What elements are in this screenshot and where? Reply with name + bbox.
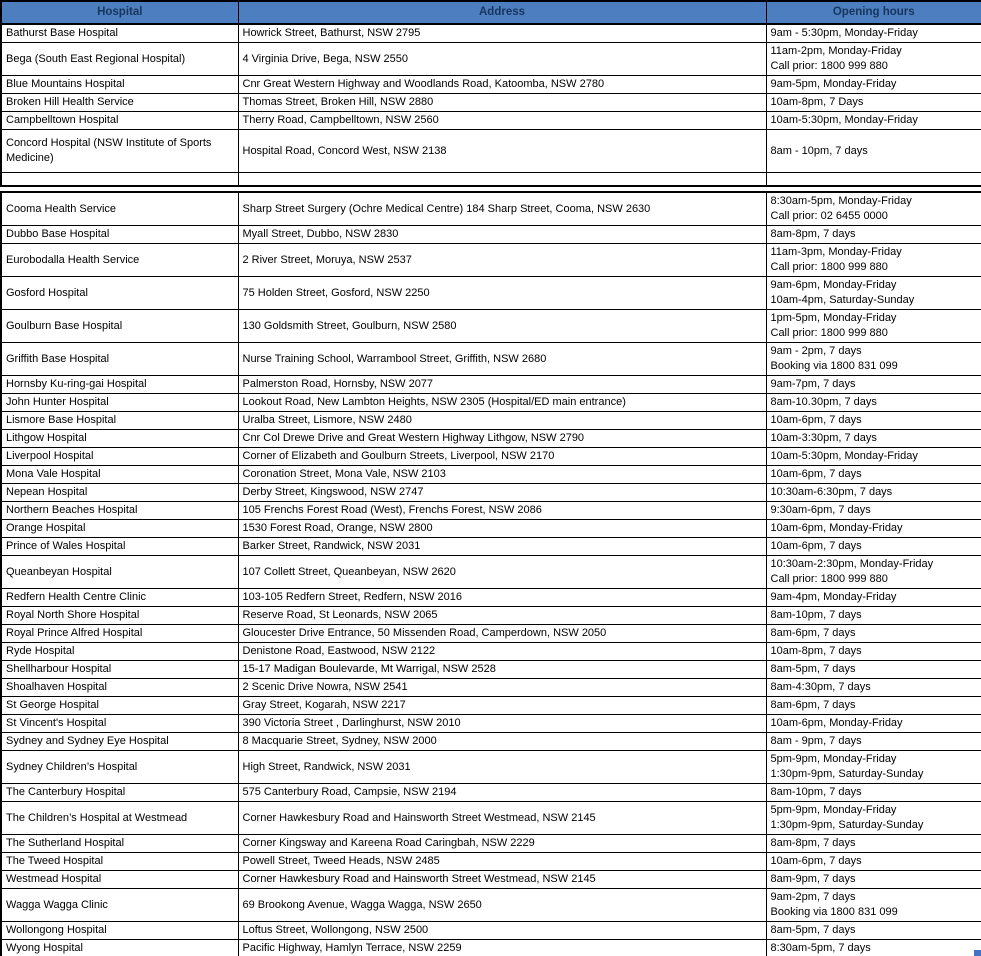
table-row	[1, 922, 981, 940]
cell-hospital: John Hunter Hospital	[1, 394, 238, 412]
cell-opening-hours	[766, 889, 981, 922]
cell-address: Gloucester Drive Entrance, 50 Missenden Road, Camperdown, NSW 2050	[238, 625, 766, 643]
table-row	[1, 43, 981, 76]
cell-address: Corner Hawkesbury Road and Hainsworth Street Westmead, NSW 2145	[238, 802, 766, 835]
cell-opening-hours	[766, 679, 981, 697]
hours-line: 9am-4pm, Monday-Friday	[770, 591, 897, 603]
cell-hospital	[1, 173, 238, 187]
cell-address: Reserve Road, St Leonards, NSW 2065	[238, 607, 766, 625]
table-row	[1, 697, 981, 715]
table-row	[1, 589, 981, 607]
cell-address: Therry Road, Campbelltown, NSW 2560	[238, 112, 766, 130]
hours-line: 1:30pm-9pm, Saturday-Sunday	[770, 768, 924, 780]
column-header-opening-hours: Opening hours	[766, 1, 981, 24]
cell-address: Lookout Road, New Lambton Heights, NSW 2305 (Hospital/ED main entrance)	[238, 394, 766, 412]
table-row	[1, 76, 981, 94]
cell-opening-hours	[766, 112, 981, 130]
hours-line: 8:30am-5pm, 7 days	[770, 942, 871, 954]
table-row	[1, 376, 981, 394]
hours-line: 8am - 10pm, 7 days	[770, 144, 868, 157]
table-row	[1, 751, 981, 784]
hours-line: 10am-6pm, Monday-Friday	[770, 522, 903, 534]
cell-hospital: Dubbo Base Hospital	[1, 226, 238, 244]
table-row	[1, 940, 981, 956]
table-row	[1, 226, 981, 244]
table-row	[1, 310, 981, 343]
table-row	[1, 802, 981, 835]
hospital-table-section-1	[0, 0, 981, 187]
table-row	[1, 277, 981, 310]
hours-line: Call prior: 1800 999 880	[770, 60, 888, 72]
cell-opening-hours	[766, 661, 981, 679]
cell-address	[238, 173, 766, 187]
cell-address: 15-17 Madigan Boulevarde, Mt Warrigal, NSW 2528	[238, 661, 766, 679]
hours-line: 10am-5:30pm, Monday-Friday	[770, 114, 918, 126]
hours-line: 10am-8pm, 7 Days	[770, 96, 864, 108]
cell-address: Thomas Street, Broken Hill, NSW 2880	[238, 94, 766, 112]
table-row	[1, 835, 981, 853]
hours-line: 10am-4pm, Saturday-Sunday	[770, 294, 915, 306]
cell-address: 390 Victoria Street , Darlinghurst, NSW 2010	[238, 715, 766, 733]
cell-opening-hours	[766, 130, 981, 173]
cell-address: Barker Street, Randwick, NSW 2031	[238, 538, 766, 556]
hours-line: 8am-5pm, 7 days	[770, 924, 856, 936]
cell-hospital: Orange Hospital	[1, 520, 238, 538]
hours-line: 10am-6pm, Monday-Friday	[770, 717, 903, 729]
cell-hospital: Lithgow Hospital	[1, 430, 238, 448]
hours-line: 8am - 9pm, 7 days	[770, 735, 862, 747]
cell-address: Myall Street, Dubbo, NSW 2830	[238, 226, 766, 244]
cell-address: Sharp Street Surgery (Ochre Medical Centre) 184 Sharp Street, Cooma, NSW 2630	[238, 192, 766, 226]
cell-address: Coronation Street, Mona Vale, NSW 2103	[238, 466, 766, 484]
cell-opening-hours	[766, 412, 981, 430]
hours-line: 8am-8pm, 7 days	[770, 228, 856, 240]
cell-hospital: Gosford Hospital	[1, 277, 238, 310]
cell-opening-hours	[766, 733, 981, 751]
cell-hospital: The Children’s Hospital at Westmead	[1, 802, 238, 835]
cell-hospital: Shellharbour Hospital	[1, 661, 238, 679]
table-row	[1, 112, 981, 130]
cell-opening-hours	[766, 922, 981, 940]
cell-opening-hours	[766, 751, 981, 784]
cell-opening-hours	[766, 173, 981, 187]
cell-opening-hours	[766, 715, 981, 733]
cell-opening-hours	[766, 784, 981, 802]
cell-opening-hours	[766, 430, 981, 448]
cell-hospital: Ryde Hospital	[1, 643, 238, 661]
hours-line: 9am-2pm, 7 days	[770, 891, 856, 903]
cell-hospital: Westmead Hospital	[1, 871, 238, 889]
hospital-table-section-2	[0, 191, 981, 956]
hours-line: 8am-6pm, 7 days	[770, 627, 856, 639]
cell-address: Gray Street, Kogarah, NSW 2217	[238, 697, 766, 715]
hours-line: 8am-6pm, 7 days	[770, 699, 856, 711]
hours-line: 9am - 2pm, 7 days	[770, 345, 862, 357]
hours-line: 11am-2pm, Monday-Friday	[770, 45, 902, 57]
cell-address: Cnr Great Western Highway and Woodlands Road, Katoomba, NSW 2780	[238, 76, 766, 94]
cell-opening-hours	[766, 343, 981, 376]
cell-address: Corner Hawkesbury Road and Hainsworth Street Westmead, NSW 2145	[238, 871, 766, 889]
cell-address: 8 Macquarie Street, Sydney, NSW 2000	[238, 733, 766, 751]
cell-opening-hours	[766, 940, 981, 956]
cell-hospital: Shoalhaven Hospital	[1, 679, 238, 697]
cell-opening-hours	[766, 376, 981, 394]
cell-opening-hours	[766, 484, 981, 502]
hours-line: 8am-8pm, 7 days	[770, 837, 856, 849]
hours-line: 8am-10pm, 7 days	[770, 609, 862, 621]
hours-line: 10am-3:30pm, 7 days	[770, 432, 877, 444]
table-row	[1, 643, 981, 661]
hours-line: 9am-7pm, 7 days	[770, 378, 856, 390]
cell-address: Corner of Elizabeth and Goulburn Streets, Liverpool, NSW 2170	[238, 448, 766, 466]
hours-line: Booking via 1800 831 099	[770, 906, 898, 918]
hours-line: 9am-5pm, Monday-Friday	[770, 78, 897, 90]
cell-opening-hours	[766, 226, 981, 244]
cell-opening-hours	[766, 502, 981, 520]
cell-address: Palmerston Road, Hornsby, NSW 2077	[238, 376, 766, 394]
table-row	[1, 448, 981, 466]
cell-opening-hours	[766, 538, 981, 556]
cell-hospital: Hornsby Ku-ring-gai Hospital	[1, 376, 238, 394]
table-row	[1, 412, 981, 430]
cell-address: 103-105 Redfern Street, Redfern, NSW 2016	[238, 589, 766, 607]
cell-address: 2 Scenic Drive Nowra, NSW 2541	[238, 679, 766, 697]
cell-hospital: Sydney and Sydney Eye Hospital	[1, 733, 238, 751]
cell-hospital: Northern Beaches Hospital	[1, 502, 238, 520]
cell-hospital: Liverpool Hospital	[1, 448, 238, 466]
hours-line: Call prior: 1800 999 880	[770, 573, 888, 585]
table-row	[1, 784, 981, 802]
table-row	[1, 343, 981, 376]
cell-hospital: Mona Vale Hospital	[1, 466, 238, 484]
cell-hospital: St Vincent's Hospital	[1, 715, 238, 733]
cell-hospital: Blue Mountains Hospital	[1, 76, 238, 94]
cell-opening-hours	[766, 625, 981, 643]
hours-line: 8am-10.30pm, 7 days	[770, 396, 877, 408]
hours-line: 10am-6pm, 7 days	[770, 414, 862, 426]
hours-line: 10:30am-2:30pm, Monday-Friday	[770, 558, 934, 570]
cell-hospital: Wollongong Hospital	[1, 922, 238, 940]
cell-address: Loftus Street, Wollongong, NSW 2500	[238, 922, 766, 940]
cell-hospital: Prince of Wales Hospital	[1, 538, 238, 556]
cell-hospital: Goulburn Base Hospital	[1, 310, 238, 343]
table-row	[1, 24, 981, 43]
cell-hospital: The Tweed Hospital	[1, 853, 238, 871]
cell-hospital: Queanbeyan Hospital	[1, 556, 238, 589]
cell-hospital: Royal Prince Alfred Hospital	[1, 625, 238, 643]
cell-hospital: Cooma Health Service	[1, 192, 238, 226]
cell-opening-hours	[766, 802, 981, 835]
hours-line: 8am-9pm, 7 days	[770, 873, 856, 885]
hours-line: 10am-6pm, 7 days	[770, 468, 862, 480]
table-row	[1, 889, 981, 922]
cell-hospital: Sydney Children’s Hospital	[1, 751, 238, 784]
cell-hospital: Nepean Hospital	[1, 484, 238, 502]
cell-address: 69 Brookong Avenue, Wagga Wagga, NSW 2650	[238, 889, 766, 922]
cell-opening-hours	[766, 394, 981, 412]
table-row	[1, 607, 981, 625]
cell-hospital: Griffith Base Hospital	[1, 343, 238, 376]
cell-opening-hours	[766, 244, 981, 277]
cell-opening-hours	[766, 835, 981, 853]
column-header-address: Address	[238, 1, 766, 24]
table-row	[1, 538, 981, 556]
table-row	[1, 484, 981, 502]
hours-line: Call prior: 1800 999 880	[770, 327, 888, 339]
table-row	[1, 430, 981, 448]
cell-address: 107 Collett Street, Queanbeyan, NSW 2620	[238, 556, 766, 589]
hours-line: 8am-5pm, 7 days	[770, 663, 856, 675]
table-row	[1, 130, 981, 173]
cell-opening-hours	[766, 466, 981, 484]
cell-hospital: Royal North Shore Hospital	[1, 607, 238, 625]
hours-line: 1:30pm-9pm, Saturday-Sunday	[770, 819, 924, 831]
table-row	[1, 556, 981, 589]
cell-hospital: Wyong Hospital	[1, 940, 238, 956]
cell-address: Derby Street, Kingswood, NSW 2747	[238, 484, 766, 502]
cursor-artifact	[974, 950, 981, 956]
cell-opening-hours	[766, 697, 981, 715]
column-header-hospital: Hospital	[1, 1, 238, 24]
cell-opening-hours	[766, 277, 981, 310]
hours-line: Booking via 1800 831 099	[770, 360, 898, 372]
table-row	[1, 871, 981, 889]
cell-opening-hours	[766, 556, 981, 589]
cell-opening-hours	[766, 43, 981, 76]
cell-address: Uralba Street, Lismore, NSW 2480	[238, 412, 766, 430]
table-row	[1, 715, 981, 733]
cell-address: 4 Virginia Drive, Bega, NSW 2550	[238, 43, 766, 76]
hours-line: 10:30am-6:30pm, 7 days	[770, 486, 893, 498]
cell-address: 75 Holden Street, Gosford, NSW 2250	[238, 277, 766, 310]
hours-line: 10am-6pm, 7 days	[770, 540, 862, 552]
cell-opening-hours	[766, 520, 981, 538]
cell-hospital: Broken Hill Health Service	[1, 94, 238, 112]
cell-opening-hours	[766, 192, 981, 226]
cell-opening-hours	[766, 871, 981, 889]
hours-line: 5pm-9pm, Monday-Friday	[770, 804, 897, 816]
hours-line: 8:30am-5pm, Monday-Friday	[770, 195, 912, 207]
empty-row	[1, 173, 981, 187]
cell-address: Howrick Street, Bathurst, NSW 2795	[238, 24, 766, 43]
cell-hospital: Lismore Base Hospital	[1, 412, 238, 430]
hours-line: 9am - 5:30pm, Monday-Friday	[770, 27, 918, 39]
cell-hospital: St George Hospital	[1, 697, 238, 715]
cell-address: 2 River Street, Moruya, NSW 2537	[238, 244, 766, 277]
table-row	[1, 192, 981, 226]
cell-opening-hours	[766, 643, 981, 661]
cell-opening-hours	[766, 448, 981, 466]
hours-line: 9am-6pm, Monday-Friday	[770, 279, 897, 291]
header-row	[1, 1, 981, 24]
cell-opening-hours	[766, 607, 981, 625]
hours-line: 10am-8pm, 7 days	[770, 645, 862, 657]
cell-address: Hospital Road, Concord West, NSW 2138	[238, 130, 766, 173]
table-row	[1, 625, 981, 643]
cell-opening-hours	[766, 310, 981, 343]
hours-line: 9:30am-6pm, 7 days	[770, 504, 871, 516]
cell-hospital: The Canterbury Hospital	[1, 784, 238, 802]
cell-address: Powell Street, Tweed Heads, NSW 2485	[238, 853, 766, 871]
hours-line: 8am-10pm, 7 days	[770, 786, 862, 798]
cell-opening-hours	[766, 589, 981, 607]
cell-address: 130 Goldsmith Street, Goulburn, NSW 2580	[238, 310, 766, 343]
hours-line: 5pm-9pm, Monday-Friday	[770, 753, 897, 765]
cell-opening-hours	[766, 853, 981, 871]
cell-hospital: Campbelltown Hospital	[1, 112, 238, 130]
cell-address: Cnr Col Drewe Drive and Great Western Highway Lithgow, NSW 2790	[238, 430, 766, 448]
table-row	[1, 733, 981, 751]
cell-address: Corner Kingsway and Kareena Road Caringbah, NSW 2229	[238, 835, 766, 853]
table-row	[1, 679, 981, 697]
cell-hospital: Wagga Wagga Clinic	[1, 889, 238, 922]
cell-address: Nurse Training School, Warrambool Street, Griffith, NSW 2680	[238, 343, 766, 376]
cell-hospital: Eurobodalla Health Service	[1, 244, 238, 277]
cell-opening-hours	[766, 76, 981, 94]
table-row	[1, 244, 981, 277]
cell-hospital: Redfern Health Centre Clinic	[1, 589, 238, 607]
hours-line: Call prior: 02 6455 0000	[770, 210, 888, 222]
cell-address: 1530 Forest Road, Orange, NSW 2800	[238, 520, 766, 538]
table-row	[1, 466, 981, 484]
table-row	[1, 853, 981, 871]
cell-hospital: Bega (South East Regional Hospital)	[1, 43, 238, 76]
table-row	[1, 394, 981, 412]
cell-address: Pacific Highway, Hamlyn Terrace, NSW 2259	[238, 940, 766, 956]
table-row	[1, 520, 981, 538]
cell-hospital: Bathurst Base Hospital	[1, 24, 238, 43]
hours-line: 10am-6pm, 7 days	[770, 855, 862, 867]
cell-opening-hours	[766, 24, 981, 43]
hours-line: 8am-4:30pm, 7 days	[770, 681, 871, 693]
hours-line: 10am-5:30pm, Monday-Friday	[770, 450, 918, 462]
table-row	[1, 502, 981, 520]
cell-address: 105 Frenchs Forest Road (West), Frenchs Forest, NSW 2086	[238, 502, 766, 520]
table-row	[1, 661, 981, 679]
cell-address: Denistone Road, Eastwood, NSW 2122	[238, 643, 766, 661]
hours-line: 1pm-5pm, Monday-Friday	[770, 312, 897, 324]
table-row	[1, 94, 981, 112]
hours-line: 11am-3pm, Monday-Friday	[770, 246, 902, 258]
cell-hospital: Concord Hospital (NSW Institute of Sports Medicine)	[1, 130, 238, 173]
cell-hospital: The Sutherland Hospital	[1, 835, 238, 853]
hours-line: Call prior: 1800 999 880	[770, 261, 888, 273]
cell-address: High Street, Randwick, NSW 2031	[238, 751, 766, 784]
cell-opening-hours	[766, 94, 981, 112]
cell-address: 575 Canterbury Road, Campsie, NSW 2194	[238, 784, 766, 802]
